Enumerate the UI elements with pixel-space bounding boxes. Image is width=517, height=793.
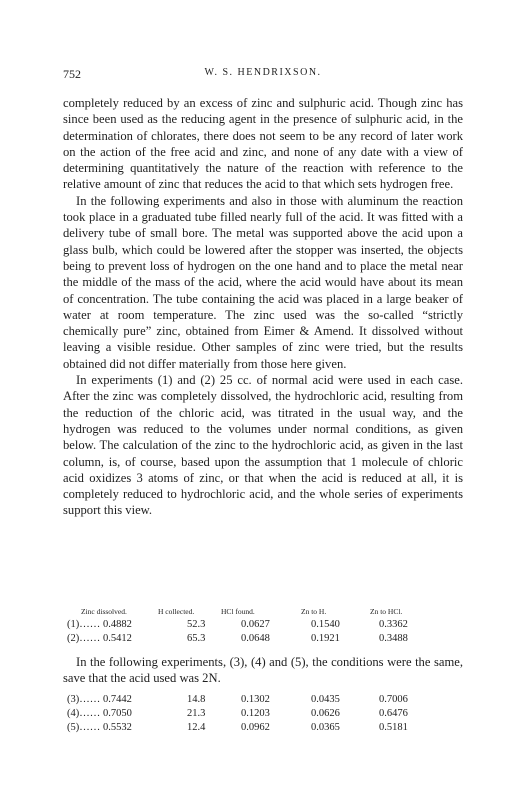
cell-h-collected: 65.3 (187, 633, 206, 644)
cell-zn-to-hcl: 0.3362 (379, 619, 408, 630)
cell-h-collected: 21.3 (187, 708, 206, 719)
cell-zinc-dissolved: 0.4882 (103, 619, 132, 630)
cell-hcl-found: 0.1203 (241, 708, 270, 719)
cell-zn-to-hcl: 0.3488 (379, 633, 408, 644)
cell-zn-to-hcl: 0.6476 (379, 708, 408, 719)
table-header-row (63, 605, 463, 619)
table-row (63, 694, 463, 708)
page-number: 752 (63, 67, 81, 81)
row-label: (2)…… (67, 633, 101, 644)
cell-zinc-dissolved: 0.5532 (103, 722, 132, 733)
row-label: (3)…… (67, 694, 101, 705)
column-header-h-collected: H collected. (158, 607, 195, 616)
paragraph: In the following experiments and also in those with aluminum the reaction took place in a graduated tube filled nearly full of the acid. It was fitted with a delivery tube of small bore. The metal was supported above the acid upon a glass bulb, which could be lowered after the stopper was inserted, the objects being to prevent loss of hydrogen on the one hand and to place the metal near the middle of the mass of the acid, where the acid would have about its mean of concentration. The tube containing the acid was placed in a large beaker of water at room temperature. The zinc used was the so-called “strictly chemically pure” zinc, obtained from Eimer & Amend. It dissolved without leaving a visible residue. Other samples of zinc were tried, but the results obtained did not differ materially from those here given. (63, 193, 463, 371)
row-label: (1)…… (67, 619, 101, 630)
cell-zinc-dissolved: 0.7442 (103, 694, 132, 705)
cell-zn-to-h: 0.0365 (311, 722, 340, 733)
experiment-table-1 (63, 605, 463, 647)
cell-h-collected: 14.8 (187, 694, 206, 705)
cell-zn-to-h: 0.0626 (311, 708, 340, 719)
column-header-zn-to-h: Zn to H. (301, 607, 327, 616)
cell-zinc-dissolved: 0.5412 (103, 633, 132, 644)
row-label: (4)…… (67, 708, 101, 719)
column-header-zinc-dissolved: Zinc dissolved. (81, 607, 127, 616)
cell-zn-to-h: 0.1921 (311, 633, 340, 644)
column-header-zn-to-hcl: Zn to HCl. (370, 607, 403, 616)
table-row (63, 722, 463, 736)
table-row (63, 708, 463, 722)
cell-zn-to-hcl: 0.7006 (379, 694, 408, 705)
cell-zn-to-hcl: 0.5181 (379, 722, 408, 733)
experiment-table-2 (63, 694, 463, 736)
cell-hcl-found: 0.0627 (241, 619, 270, 630)
cell-hcl-found: 0.0648 (241, 633, 270, 644)
cell-zn-to-h: 0.1540 (311, 619, 340, 630)
paragraph: completely reduced by an excess of zinc and sulphuric acid. Though zinc has since been used as the reducing agent in the presence of sulphuric acid, in the determination of chlorates, there does not seem to be any record of later work on the action of the free acid and zinc, and none of any date with a view of determining quantitatively the nature of the reaction with reference to the relative amount of zinc that reduces the acid to that which sets hydrogen free. (63, 96, 463, 192)
cell-h-collected: 12.4 (187, 722, 206, 733)
row-label: (5)…… (67, 722, 101, 733)
page-header (63, 67, 463, 83)
body-text-between-tables (63, 654, 463, 687)
cell-hcl-found: 0.0962 (241, 722, 270, 733)
paragraph: In the following experiments, (3), (4) and (5), the conditions were the same, save that the acid used was 2N. (63, 655, 463, 686)
table-row (63, 619, 463, 633)
cell-zinc-dissolved: 0.7050 (103, 708, 132, 719)
cell-h-collected: 52.3 (187, 619, 206, 630)
cell-hcl-found: 0.1302 (241, 694, 270, 705)
table-row (63, 633, 463, 647)
column-header-hcl-found: HCl found. (221, 607, 255, 616)
body-text (63, 95, 463, 519)
paragraph: In experiments (1) and (2) 25 cc. of normal acid were used in each case. After the zinc was completely dissolved, the hydrochloric acid, resulting from the reduction of the chloric acid, was titrated in the usual way, and the hydrogen was reduced to the volumes under normal conditions, as given below. The calculation of the zinc to the hydrochloric acid, as given in the last column, is, of course, based upon the assumption that 1 molecule of chloric acid oxidizes 3 atoms of zinc, or that when the acid is reduced at all, it is completely reduced to hydrochloric acid, and the whole series of experiments support this view. (63, 373, 463, 518)
running-head: W. S. HENDRIXSON. (204, 67, 322, 78)
cell-zn-to-h: 0.0435 (311, 694, 340, 705)
